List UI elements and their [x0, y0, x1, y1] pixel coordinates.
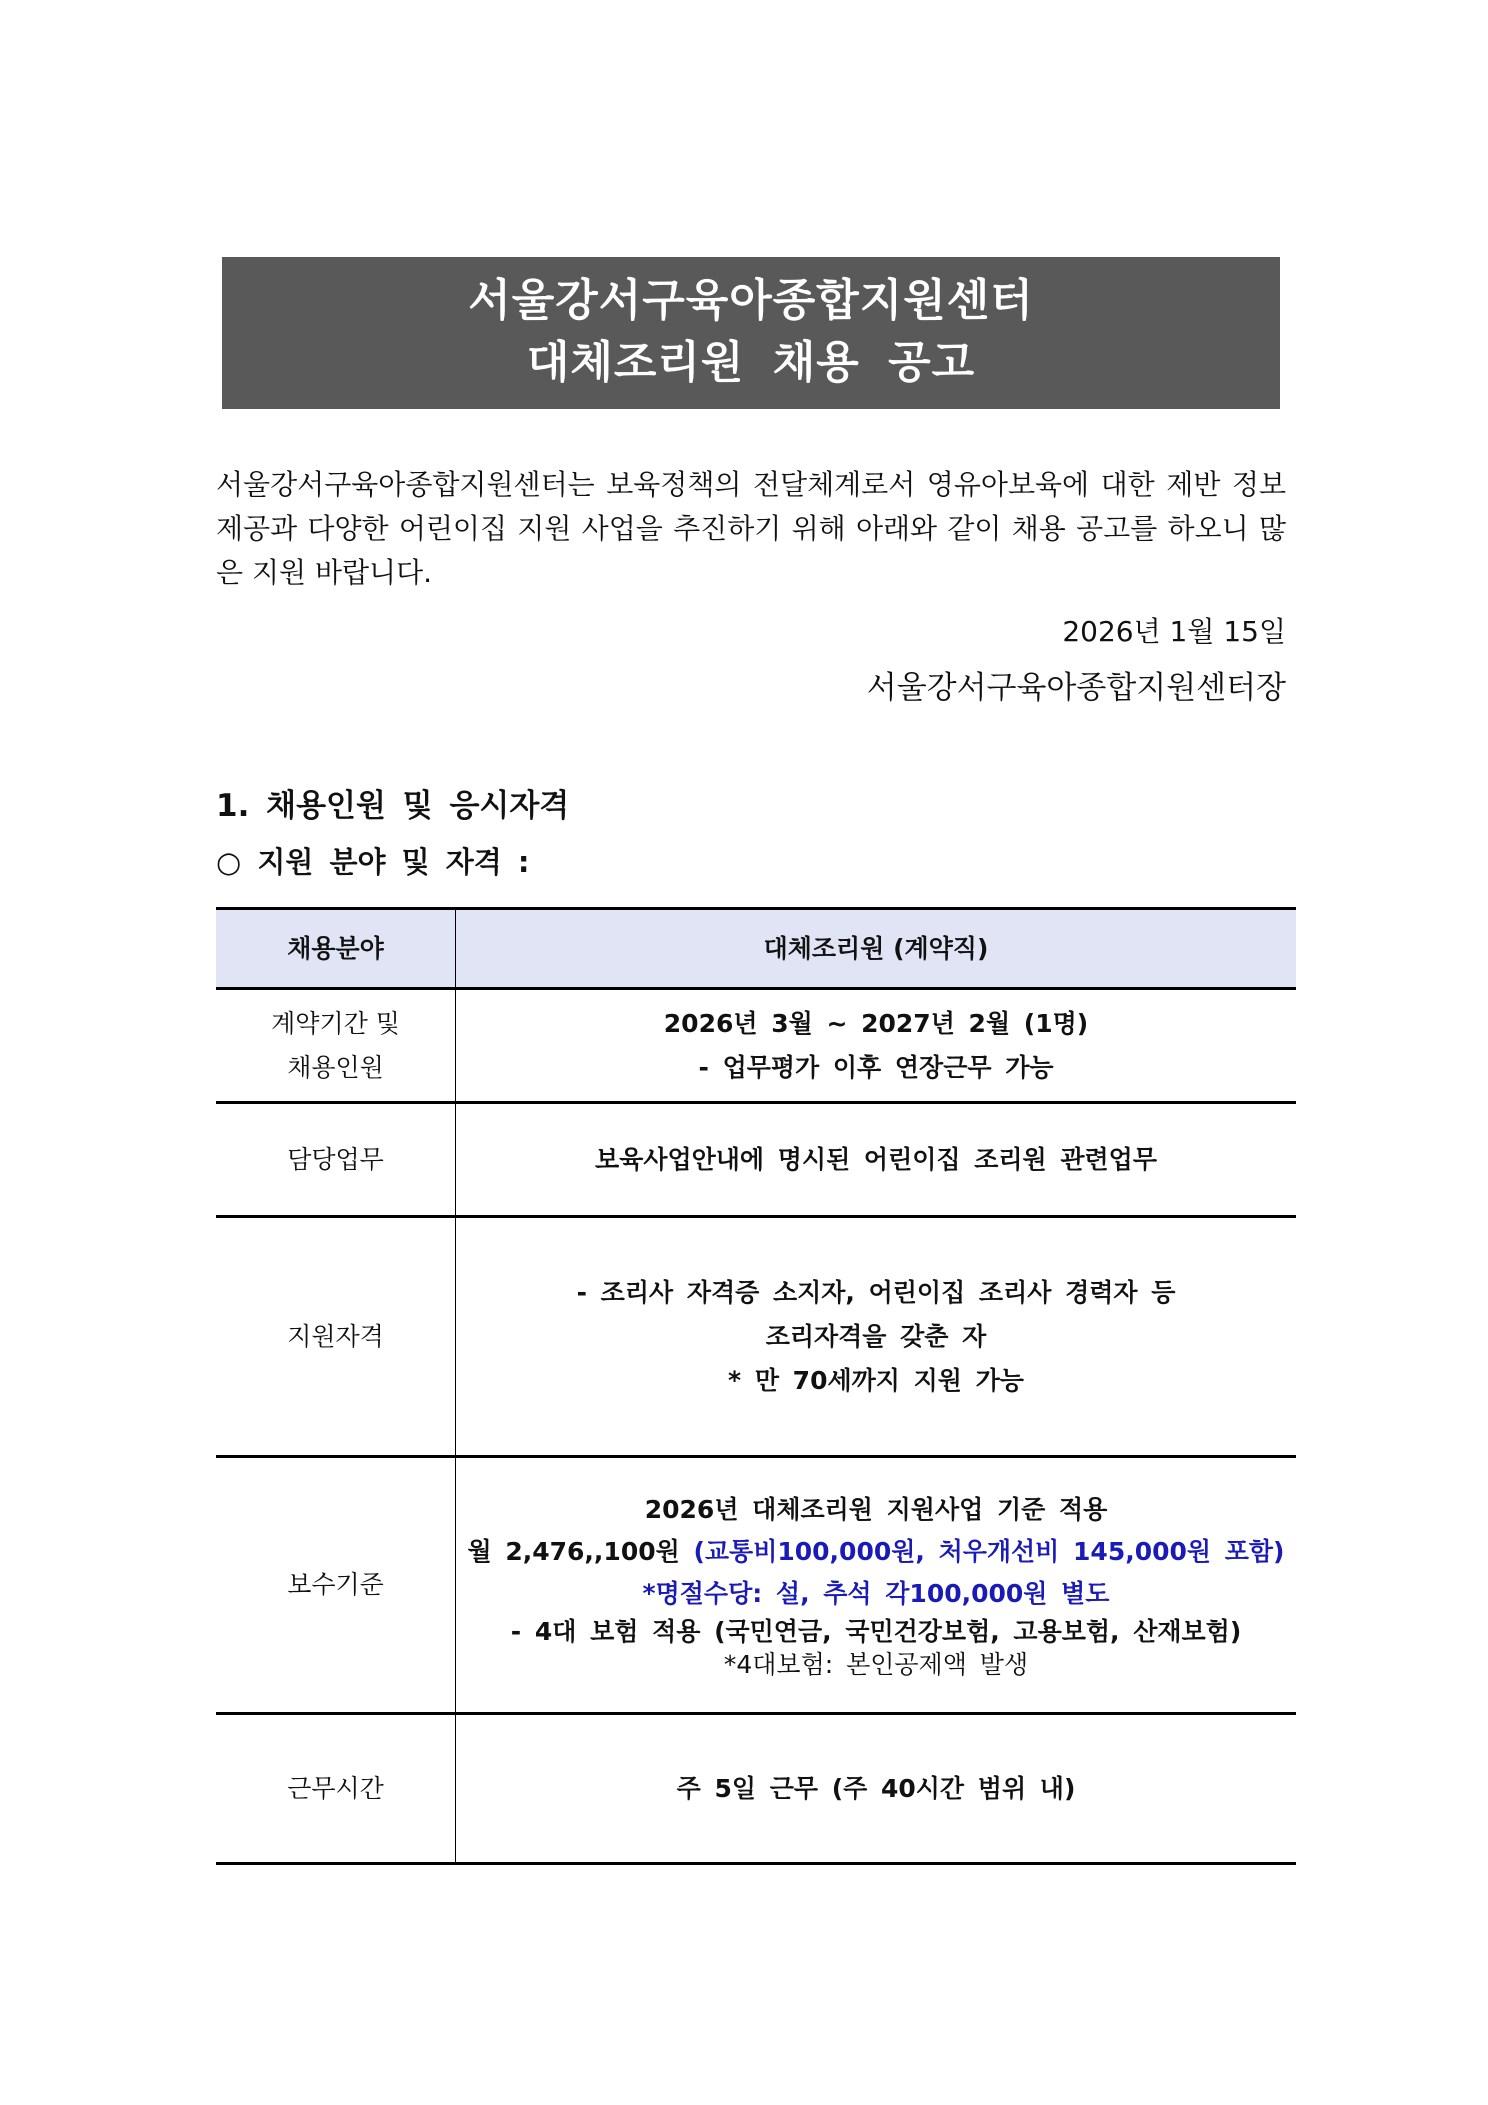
recruitment-table: [216, 907, 1296, 1865]
salary-label: 보수기준: [216, 1457, 456, 1714]
signer: 서울강서구육아종합지원센터장: [866, 670, 1286, 706]
salary-line-2: [456, 1531, 1296, 1573]
period-label-line-2: 채용인원: [287, 1052, 384, 1082]
qualification-label: 지원자격: [216, 1217, 456, 1457]
qualification-line-1: - 조리사 자격증 소지자, 어린이집 조리사 경력자 등: [576, 1277, 1176, 1307]
period-value: [456, 989, 1297, 1103]
salary-value: [456, 1457, 1297, 1714]
holiday-allowance: *명절수당: 설, 추석 각100,000원 별도: [642, 1579, 1110, 1608]
period-line-2: - 업무평가 이후 연장근무 가능: [698, 1052, 1054, 1082]
title-line-1: 서울강서구육아종합지원센터: [468, 275, 1034, 326]
table-header-row: [216, 909, 1296, 989]
hours-label: 근무시간: [216, 1714, 456, 1864]
intro-paragraph: [216, 463, 1286, 595]
salary-amount: 월 2,476,,100원: [467, 1537, 680, 1566]
period-label: [216, 989, 456, 1103]
announcement-date: 2026년 1월 15일: [1062, 615, 1286, 648]
duty-label: 담당업무: [216, 1103, 456, 1217]
qualification-line-2: 조리자격을 갖춘 자: [765, 1321, 987, 1351]
table-row-duty: [216, 1103, 1296, 1217]
table-row-qualification: [216, 1217, 1296, 1457]
announcement-title-box: [222, 257, 1280, 409]
insurance-line: - 4대 보험 적용 (국민연금, 국민건강보험, 고용보험, 산재보험): [510, 1617, 1242, 1646]
salary-breakdown: (교통비100,000원, 처우개선비 145,000원 포함): [693, 1537, 1285, 1566]
section-title: 1. 채용인원 및 응시자격: [216, 788, 570, 824]
qualification-line-3: * 만 70세까지 지원 가능: [728, 1365, 1024, 1395]
salary-line-1: 2026년 대체조리원 지원사업 기준 적용: [644, 1495, 1108, 1524]
header-label: 채용분야: [216, 909, 456, 989]
table-row-hours: [216, 1714, 1296, 1864]
hours-value: 주 5일 근무 (주 40시간 범위 내): [456, 1714, 1297, 1864]
period-line-1: 2026년 3월 ~ 2027년 2월 (1명): [663, 1008, 1089, 1038]
insurance-note: *4대보험: 본인공제액 발생: [723, 1650, 1029, 1679]
period-label-line-1: 계약기간 및: [271, 1008, 400, 1038]
table-row-salary: [216, 1457, 1296, 1714]
subsection-title: ○ 지원 분야 및 자격 :: [216, 845, 530, 879]
qualification-value: [456, 1217, 1297, 1457]
duty-value: 보육사업안내에 명시된 어린이집 조리원 관련업무: [456, 1103, 1297, 1217]
intro-text: 서울강서구육아종합지원센터는 보육정책의 전달체계로서 영유아보육에 대한 제반 정보 제공과 다양한 어린이집 지원 사업을 추진하기 위해 아래와 같이 채용 공고를 하오니 많은 지원 바랍니다.: [216, 468, 1286, 589]
title-line-2: 대체조리원 채용 공고: [526, 337, 976, 388]
table-row-period: [216, 989, 1296, 1103]
header-value: 대체조리원 (계약직): [456, 909, 1297, 989]
